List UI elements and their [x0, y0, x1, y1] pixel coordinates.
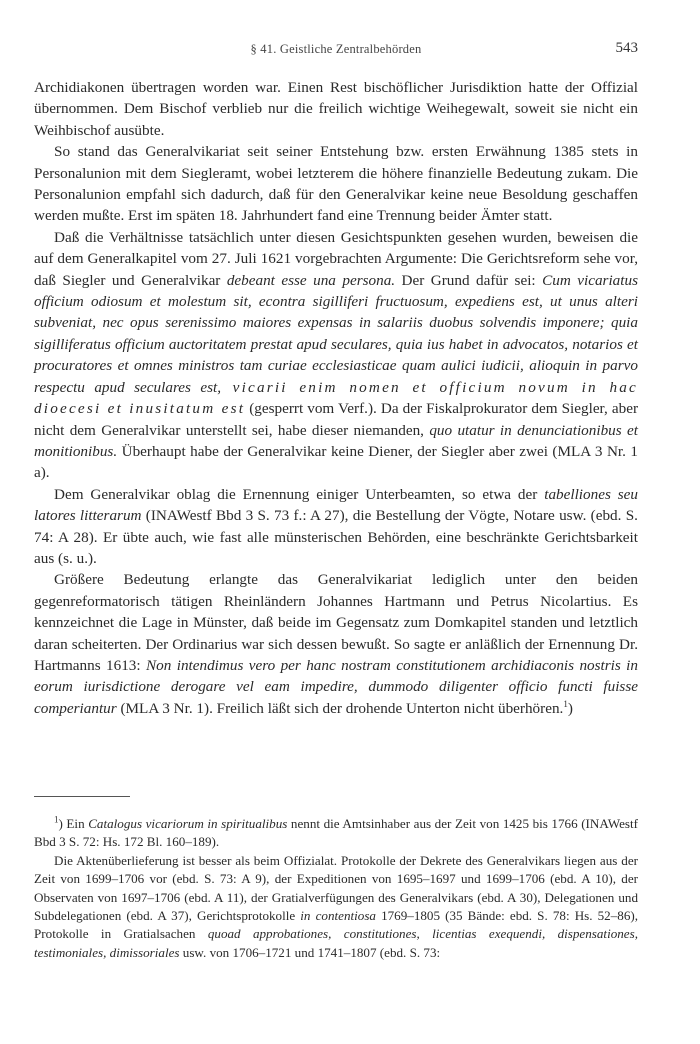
text-run: Größere Bedeutung erlangte das Generalvikariat lediglich unter den beiden gegenreformatorisch tätigen Rheinländern Johannes Hartmann und Petrus Nicolartius. Es kennzeichnet die Lage in Münster, daß beide im Gegensatz zum Domkapitel standen und letztlich daran scheiterten. Der Ordinarius war sich dessen bewußt. So sagte er anläßlich der Ernennung Dr. Hartmanns 1613:	[34, 571, 638, 674]
latin-quote: Cum vicariatus officium odiosum et molestum sit, econtra sigilliferi fructuosum, expediens est, ut unus alteri subveniat, nec opus serenissimo maiores expensas in salariis duobus solvendis imponere; quia sigilliferatus officium auctoritatem prestat apud seculares, quia ius habet in advocatos, notarios et procuratores et omnes ministros tam curiae ecclesiasticae quam aulici iudicii, alioquin in parvo respectu apud seculares est,	[34, 271, 638, 396]
spaced-latin-quote: vicarii enim nomen et officium novum in hac dioecesi et inusitatum est	[34, 378, 638, 418]
text-run: usw. von 1706–1721 und 1741–1807 (ebd. S. 73:	[179, 944, 441, 960]
text-run: 1769–1805 (35 Bände: ebd. S. 78: Hs. 52–86), Protokolle in Gratialsachen	[34, 908, 639, 942]
text-run: nennt die Amtsinhaber aus der Zeit von 1425 bis 1766 (INAWestf Bbd 3 S. 72: Hs. 172 Bl. 160–189).	[34, 816, 638, 850]
footnote-separator	[34, 796, 130, 797]
footnote-1	[34, 815, 638, 852]
text-run: Der Grund dafür sei:	[395, 271, 543, 289]
text-run: (gesperrt vom Verf.). Da der Fiskalprokurator dem Siegler, aber nicht dem Generalvikar unterstellt sei, habe dieser niemanden,	[34, 400, 638, 439]
paragraph-2: So stand das Generalvikariat seit seiner Entstehung bzw. ersten Erwähnung 1385 stets in Personalunion mit dem Siegleramt, wobei letzterem die höhere finanzielle Bedeutung zukam. Die Personalunion empfahl sich dadurch, daß für den Generalvikar keine neue Besoldung geschaffen werden mußte. Erst im späten 18. Jahrhundert fand eine Trennung beider Ämter statt.	[34, 143, 638, 225]
footnotes	[34, 815, 638, 962]
footnote-1-continued	[34, 852, 638, 962]
latin-quote: quo utatur in denunciationibus et monitionibus.	[34, 421, 638, 460]
latin-quote: Non intendimus vero per hanc nostram constitutionem archidiaconis nostris in eorum iurisdictione derogare vel eam impedire, dummodo diligenter officio functi fuisse comperiantur	[34, 656, 638, 717]
latin-term: tabelliones seu latores litterarum	[34, 485, 639, 525]
footnote-number: 1	[54, 814, 59, 825]
text-run: Daß die Verhältnisse tatsächlich unter diesen Gesichtspunkten gesehen wurden, beweisen die auf dem Generalkapitel vom 27. Juli 1621 vorgebrachten Argumente: Die Gerichtsreform sehe vor, daß Siegler und Generalvikar	[34, 228, 638, 289]
latin-term: quoad approbationes, constitutiones, licentias exequendi, dispensationes, testimoniales, dimissoriales	[34, 926, 638, 960]
text-run: (MLA 3 Nr. 1). Freilich läßt sich der drohende Unterton nicht überhören.	[116, 699, 564, 717]
running-title: § 41. Geistliche Zentralbehörden	[250, 42, 422, 56]
text-run: Überhaupt habe der Generalvikar keine Diener, der Siegler aber zwei (MLA 3 Nr. 1 a).	[34, 442, 638, 482]
latin-term: in contentiosa	[300, 908, 376, 924]
paragraph-4	[34, 484, 638, 570]
footnote-marker: 1	[563, 698, 568, 709]
running-header	[34, 42, 638, 64]
text-run: )	[567, 699, 573, 717]
latin-quote: debeant esse una persona.	[226, 271, 396, 289]
text-run: (INAWestf Bbd 3 S. 73 f.: A 27), die Bestellung der Vögte, Notare usw. (ebd. S. 74: A 28). Er übte auch, wie fast alle münsterischen Behörden, eine beschränkte Gerichtsbarkeit aus (s. u.).	[34, 507, 638, 567]
paragraph-5	[34, 569, 638, 719]
text-run: Dem Generalvikar oblag die Ernennung einiger Unterbeamten, so etwa der	[54, 485, 545, 503]
paragraph-1: Archidiakonen übertragen worden war. Einen Rest bischöflicher Jurisdiktion hatte der Offizial übernommen. Dem Bischof verblieb nur die freilich wichtige Weihegewalt, soweit sie nicht ein Weihbischof ausübte.	[34, 79, 638, 139]
main-text	[34, 77, 638, 719]
paragraph-3	[34, 227, 638, 484]
text-run: ) Ein	[58, 816, 89, 831]
page-number: 543	[615, 40, 638, 56]
text-run: Die Aktenüberlieferung ist besser als beim Offizialat. Protokolle der Dekrete des Generalvikars liegen aus der Zeit von 1699–1706 vor (ebd. S. 73: A 9), der Expeditionen von 1695–1697 und 1699–1706 (ebd. A 10), der Observaten von 1697–1706 (ebd. A 11), der Gratialverfügungen des Generalvikars (ebd. A 30), Delegationen und Subdelegationen (ebd. A 37), Gerichtsprotokolle	[34, 852, 638, 924]
latin-title: Catalogus vicariorum in spiritualibus	[88, 816, 288, 831]
